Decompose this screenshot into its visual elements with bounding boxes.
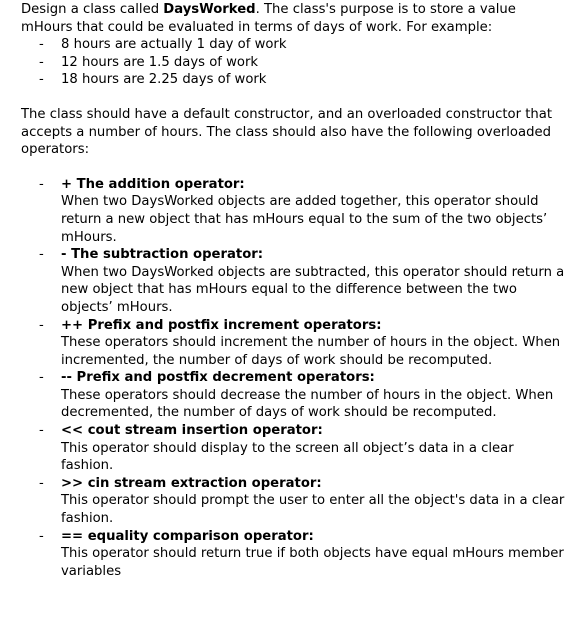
- operator-title: - The subtraction operator:: [61, 247, 264, 263]
- class-name: DaysWorked: [163, 2, 256, 17]
- operator-description: When two DaysWorked objects are added together, this operator should return a new object that has mHours equal to the sum of the two objects’ mHours.: [61, 194, 548, 245]
- operator-item-addition: [21, 176, 569, 246]
- bullet-dash: -: [39, 370, 44, 386]
- operator-description: These operators should decrease the number of hours in the object. When decremented, the number of days of work should be recomputed.: [61, 387, 554, 421]
- example-item: [21, 71, 569, 89]
- bullet-dash: -: [39, 317, 44, 333]
- intro-text-end: . The class's purpose is to store a value mHours that could be evaluated in terms of days of work. For example:: [21, 2, 516, 35]
- operator-description: This operator should display to the screen all object’s data in a clear fashion.: [61, 440, 514, 474]
- example-item: [21, 36, 569, 54]
- operator-item-equality: [21, 528, 569, 581]
- operator-description: This operator should prompt the user to enter all the object's data in a clear fashion.: [61, 493, 565, 527]
- assignment-document: [21, 1, 569, 580]
- examples-list: [21, 36, 569, 89]
- bullet-dash: -: [39, 72, 44, 88]
- bullet-dash: -: [39, 528, 44, 544]
- example-text: 12 hours are 1.5 days of work: [61, 54, 259, 70]
- paragraph-spacer: [21, 159, 569, 176]
- operator-description: This operator should return true if both objects have equal mHours member variables: [61, 546, 564, 579]
- bullet-dash: -: [39, 423, 44, 439]
- example-item: [21, 54, 569, 72]
- operator-item-stream-extraction: [21, 475, 569, 528]
- intro-text-start: Design a class called: [21, 2, 164, 17]
- operator-item-subtraction: [21, 246, 569, 316]
- operator-title: >> cin stream extraction operator:: [61, 475, 322, 491]
- operators-list: [21, 176, 569, 581]
- bullet-dash: -: [39, 247, 44, 263]
- bullet-dash: -: [39, 176, 44, 192]
- operator-title: == equality comparison operator:: [61, 528, 314, 544]
- operator-item-increment: [21, 317, 569, 370]
- example-text: 8 hours are actually 1 day of work: [61, 37, 287, 53]
- operator-description: These operators should increment the number of hours in the object. When incremented, the number of days of work should be recomputed.: [61, 335, 561, 368]
- operator-title: ++ Prefix and postfix increment operators:: [61, 317, 382, 333]
- operator-item-stream-insertion: [21, 422, 569, 475]
- bullet-dash: -: [39, 37, 44, 53]
- paragraph-spacer: [21, 89, 569, 106]
- operator-description: When two DaysWorked objects are subtracted, this operator should return a new object that has mHours equal to the difference between the two objects’ mHours.: [61, 264, 565, 315]
- bullet-dash: -: [39, 54, 44, 70]
- bullet-dash: -: [39, 475, 44, 491]
- operator-title: -- Prefix and postfix decrement operators:: [61, 370, 375, 386]
- operator-title: << cout stream insertion operator:: [61, 423, 323, 439]
- operator-item-decrement: [21, 369, 569, 422]
- operator-title: + The addition operator:: [61, 176, 245, 192]
- constructors-paragraph: The class should have a default constructor, and an overloaded constructor that accepts a number of hours. The class should also have the following overloaded operators:: [21, 106, 553, 158]
- intro-paragraph: [21, 1, 569, 36]
- example-text: 18 hours are 2.25 days of work: [61, 72, 267, 88]
